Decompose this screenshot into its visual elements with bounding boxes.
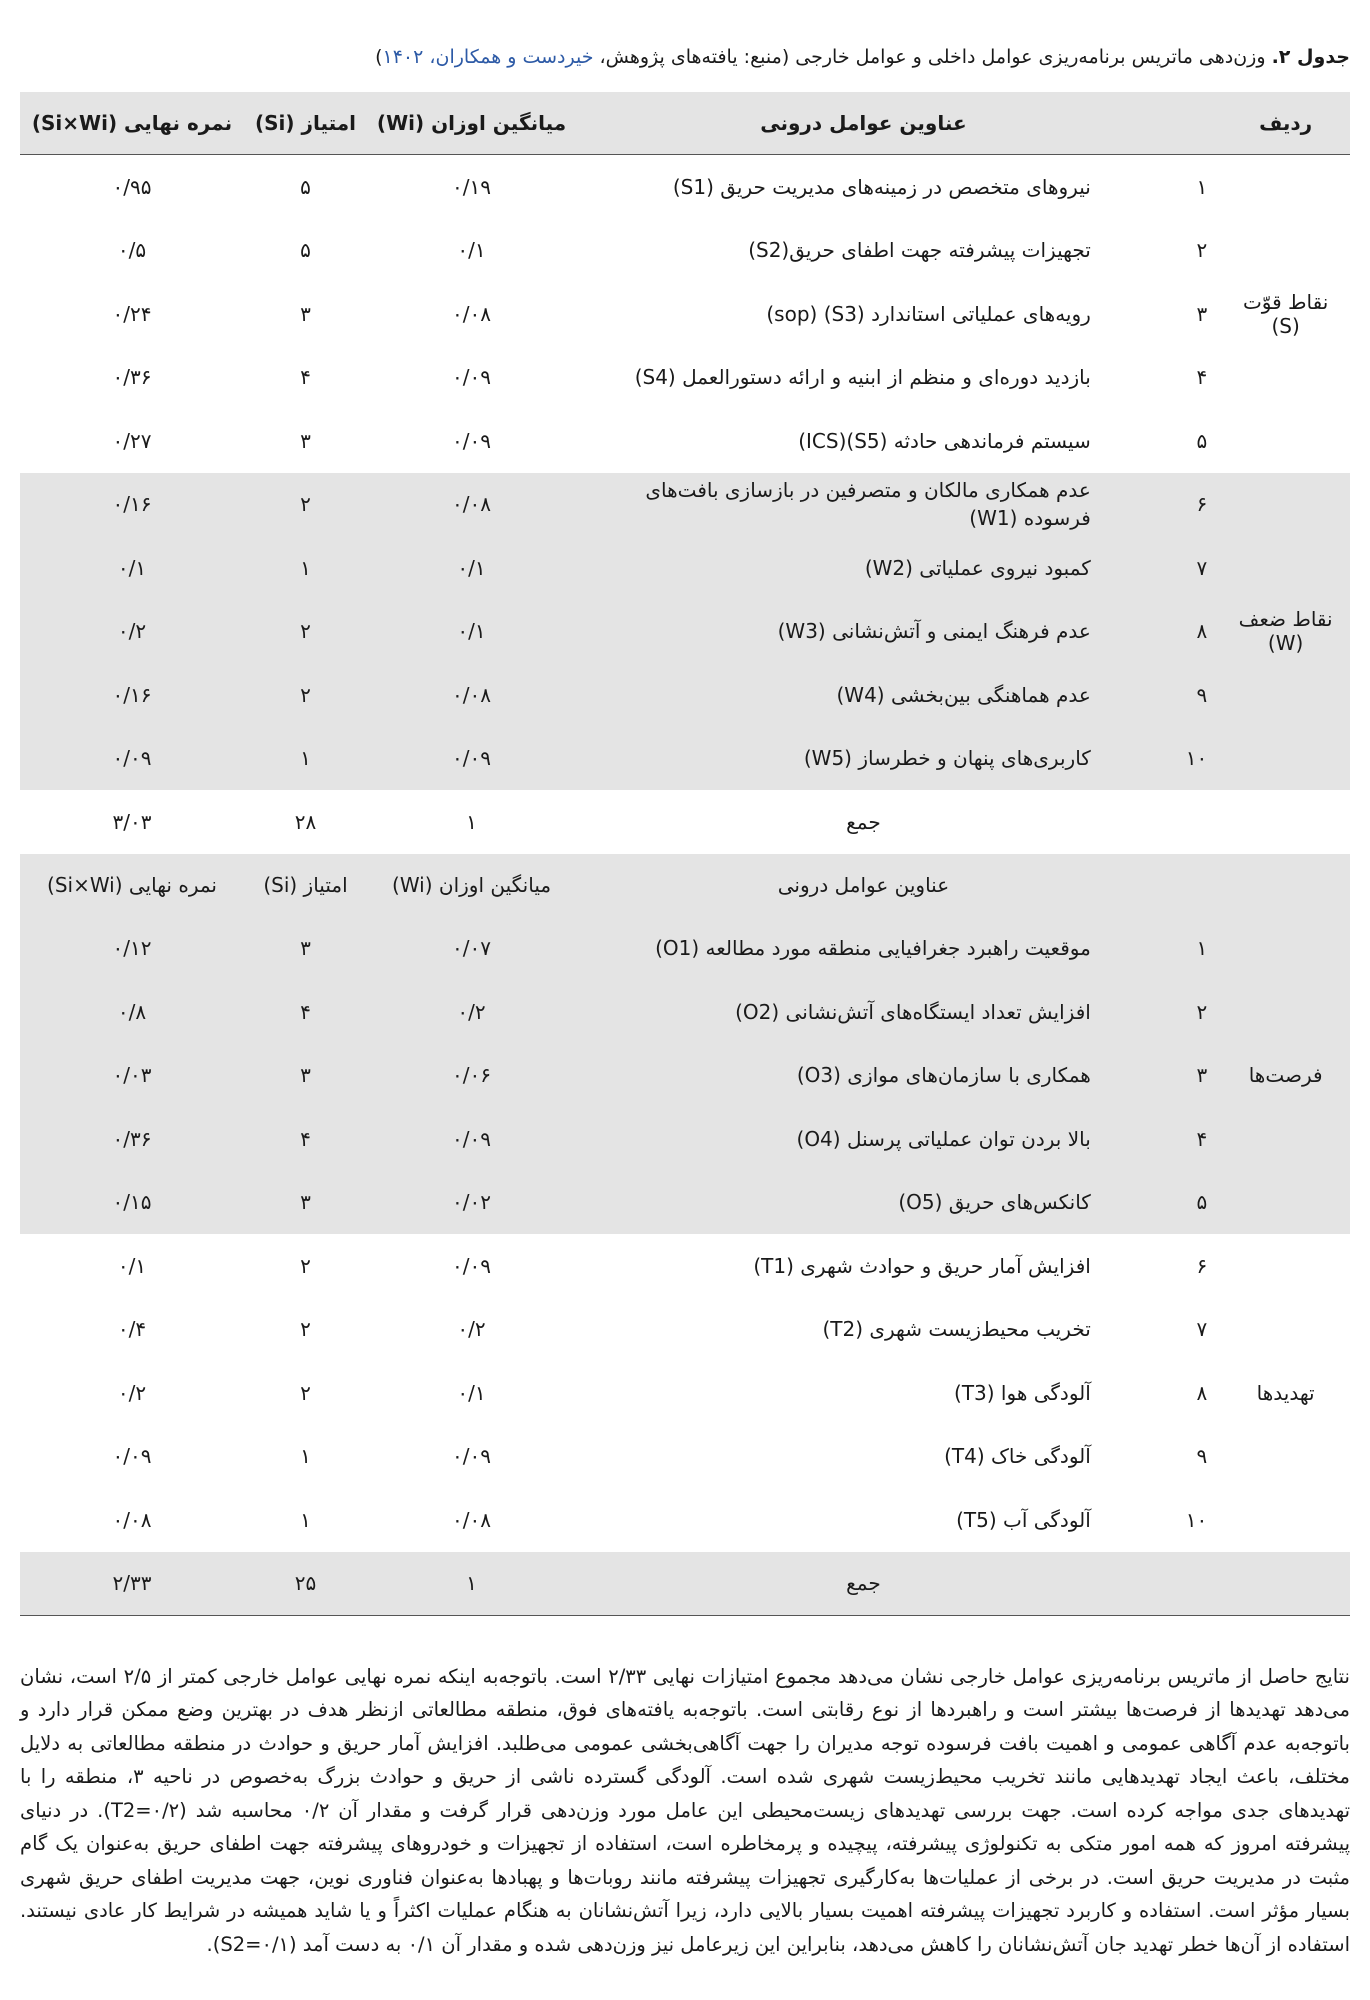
table-row xyxy=(20,1298,1350,1362)
row-score: ۵ xyxy=(300,238,311,263)
row-weight: ۰/۰۹ xyxy=(367,1107,576,1171)
header-final: نمره نهایی (Si×Wi) xyxy=(20,854,244,917)
category-threats: تهدیدها xyxy=(1256,1380,1315,1405)
body-paragraph: نتایج حاصل از ماتریس برنامه‌ریزی عوامل خارجی نشان می‌دهد مجموع امتیازات نهایی ۲/۳۳ است. باتوجه‌به اینکه نمره نهایی عوامل خارجی کمتر از ۲/۵ است، نشان می‌دهد تهدیدها از فرصت‌ها بیشتر است و راهبردها از نوع رقابتی است. باتوجه‌به یافته‌های فوق، منطقه مطالعاتی ازنظر هدف در بهترین وضع ممکن قرار دارد و باتوجه‌به عدم آگاهی عمومی و اهمیت بافت فرسوده توجه مدیران را جهت آگاهی‌بخشی عمومی می‌طلبد. افزایش آمار حریق و حوادث در منطقه مطالعاتی به دلایل مختلف، باعث ایجاد تهدیدهایی مانند تخریب محیط‌زیست شهری شده است. آلودگی گسترده ناشی از حریق و حوادث بزرگ به‌خصوص در ناحیه ۳، منطقه را با تهدیدهای جدی مواجه کرده است. جهت بررسی تهدیدهای زیست‌محیطی این عامل مورد وزن‌دهی قرار گرفت و مقدار آن ۰/۲ محاسبه شد (T2=۰/۲). در دنیای پیشرفته امروز که همه امور متکی به تکنولوژی پیشرفته، پیچیده و پرمخاطره است، استفاده از تجهیزات و خودروهای پیشرفته جهت اطفای حریق به‌عنوان یک گام مثبت در مدیریت حریق است. در برخی از عملیات‌ها به‌کارگیری تجهیزات پیشرفته مانند روبات‌ها و پهبادها به‌عنوان فناوری نوین، جهت مدیریت اطفای حریق شهری بسیار مؤثر است. استفاده و کاربرد تجهیزات پیشرفته اهمیت بسیار بالایی دارد، زیرا آتش‌نشانان به هنگام عملیات اکثراً و یا شاید همیشه در شرایط کار عادی نیستند. استفاده از آن‌ها خطر تهدید جان آتش‌نشانان را کاهش می‌دهد، بنابراین این زیرعامل نیز وزن‌دهی شده و مقدار آن ۰/۱ به دست آمد (S2=۰/۱). xyxy=(20,1664,1351,1956)
row-number: ۷ xyxy=(1151,536,1221,600)
table-row xyxy=(20,727,1350,791)
row-title: بازدید دوره‌ای و منظم از ابنیه و ارائه دستورالعمل (S4) xyxy=(634,365,1091,390)
table-caption xyxy=(20,42,1350,72)
internal-total-row xyxy=(20,790,1350,854)
table-row xyxy=(20,1425,1350,1489)
row-weight: ۰/۰۸ xyxy=(367,663,576,727)
row-final: ۰/۱۲ xyxy=(20,917,244,981)
row-weight: ۰/۱ xyxy=(367,536,576,600)
row-score: ۲ xyxy=(244,663,367,727)
table-row xyxy=(20,346,1350,410)
table-row xyxy=(20,282,1350,346)
row-weight: ۰/۲ xyxy=(367,980,576,1044)
row-number: ۸ xyxy=(1196,1380,1208,1405)
row-title: موقعیت راهبرد جغرافیایی منطقه مورد مطالعه (O1) xyxy=(576,917,1151,981)
row-score: ۲ xyxy=(300,1317,311,1342)
table-row xyxy=(20,473,1350,537)
row-final: ۰/۱۶ xyxy=(20,663,244,727)
row-weight: ۰/۰۹ xyxy=(367,727,576,791)
row-number: ۱۰ xyxy=(1151,727,1221,791)
header-spacer xyxy=(1151,92,1221,155)
total-label: جمع xyxy=(576,1552,1151,1616)
total-score: ۲۸ xyxy=(294,809,317,834)
row-weight: ۰/۰۹ xyxy=(452,365,492,390)
row-title: کانکس‌های حریق (O5) xyxy=(576,1171,1151,1235)
row-number: ۵ xyxy=(1196,428,1208,453)
row-final: ۰/۳۶ xyxy=(20,1107,244,1171)
row-score: ۴ xyxy=(244,1107,367,1171)
row-title: آلودگی هوا (T3) xyxy=(954,1380,1091,1405)
row-title: افزایش تعداد ایستگاه‌های آتش‌نشانی (O2) xyxy=(576,980,1151,1044)
row-score: ۱ xyxy=(300,1444,311,1469)
total-score: ۲۵ xyxy=(244,1552,367,1616)
header-title: عناوین عوامل درونی xyxy=(576,854,1151,917)
row-weight: ۰/۰۹ xyxy=(452,1444,492,1469)
row-title: عدم همکاری مالکان و متصرفین در بازسازی بافت‌های فرسوده (W1) xyxy=(576,473,1151,537)
row-title: نیروهای متخصص در زمینه‌های مدیریت حریق (S1) xyxy=(672,174,1091,199)
table-row xyxy=(20,663,1350,727)
row-title: رویه‌های عملیاتی استاندارد (S3) (sop) xyxy=(766,301,1091,326)
row-weight: ۰/۰۷ xyxy=(367,917,576,981)
table-header-row xyxy=(20,92,1350,155)
row-score: ۲ xyxy=(300,1380,311,1405)
total-label: جمع xyxy=(846,809,881,834)
row-number: ۹ xyxy=(1151,663,1221,727)
table-row xyxy=(20,1171,1350,1235)
row-number: ۴ xyxy=(1196,365,1208,390)
caption-text: وزن‌دهی ماتریس برنامه‌ریزی عوامل داخلی و عوامل خارجی (منبع: یافته‌های پژوهش، xyxy=(593,46,1272,68)
row-weight: ۰/۰۹ xyxy=(452,428,492,453)
row-weight: ۰/۰۹ xyxy=(452,1253,492,1278)
row-weight: ۰/۱۹ xyxy=(452,174,492,199)
row-title: همکاری با سازمان‌های موازی (O3) xyxy=(576,1044,1151,1108)
table-row xyxy=(20,1044,1350,1108)
row-score: ۳ xyxy=(244,917,367,981)
row-final: ۰/۲۴ xyxy=(112,301,152,326)
row-score: ۲ xyxy=(244,473,367,537)
row-score: ۴ xyxy=(300,365,311,390)
category-strengths: نقاط قوّت (S) xyxy=(1242,289,1329,338)
row-weight: ۰/۱ xyxy=(457,238,486,263)
row-score: ۳ xyxy=(300,428,311,453)
row-final: ۰/۲۷ xyxy=(112,428,152,453)
category-weaknesses: نقاط ضعف (W) xyxy=(1221,473,1350,791)
caption-label: جدول ۲. xyxy=(1271,46,1350,68)
row-title: کمبود نیروی عملیاتی (W2) xyxy=(576,536,1151,600)
row-final: ۰/۲ xyxy=(117,1380,147,1405)
row-number: ۷ xyxy=(1196,1317,1208,1342)
row-score: ۲ xyxy=(300,1253,311,1278)
header-weight: میانگین اوزان (Wi) xyxy=(367,92,576,155)
table-row xyxy=(20,409,1350,473)
row-score: ۲ xyxy=(244,600,367,664)
external-header-row xyxy=(20,854,1350,917)
row-title: افزایش آمار حریق و حوادث شهری (T1) xyxy=(753,1253,1091,1278)
row-final: ۰/۰۸ xyxy=(112,1507,152,1532)
row-final: ۰/۰۹ xyxy=(20,727,244,791)
row-number: ۳ xyxy=(1196,301,1208,326)
header-score: امتیاز (Si) xyxy=(244,92,367,155)
row-number: ۴ xyxy=(1151,1107,1221,1171)
header-final: نمره نهایی (Si×Wi) xyxy=(20,92,244,155)
swot-weight-table xyxy=(20,92,1350,1616)
row-score: ۴ xyxy=(244,980,367,1044)
row-final: ۰/۹۵ xyxy=(112,174,152,199)
row-final: ۰/۰۳ xyxy=(20,1044,244,1108)
row-score: ۱ xyxy=(244,727,367,791)
total-final: ۲/۳۳ xyxy=(20,1552,244,1616)
row-score: ۳ xyxy=(244,1171,367,1235)
table-row xyxy=(20,155,1350,219)
row-number: ۹ xyxy=(1196,1444,1208,1469)
row-score: ۱ xyxy=(300,1507,311,1532)
row-number: ۶ xyxy=(1196,1253,1208,1278)
row-weight: ۰/۰۸ xyxy=(367,473,576,537)
row-weight: ۰/۰۸ xyxy=(452,301,492,326)
table-row xyxy=(20,600,1350,664)
row-number: ۸ xyxy=(1151,600,1221,664)
row-weight: ۰/۰۶ xyxy=(367,1044,576,1108)
row-score: ۵ xyxy=(300,174,311,199)
caption-source-link[interactable]: خیردست و همکاران، ۱۴۰۲ xyxy=(382,46,594,68)
table-row xyxy=(20,1234,1350,1298)
table-row xyxy=(20,1107,1350,1171)
row-title: سیستم فرماندهی حادثه (S5)(ICS) xyxy=(798,428,1091,453)
header-row-no: ردیف xyxy=(1221,92,1350,155)
row-weight: ۰/۰۸ xyxy=(452,1507,492,1532)
row-score: ۱ xyxy=(244,536,367,600)
row-title: آلودگی آب (T5) xyxy=(956,1507,1091,1532)
row-final: ۰/۱۵ xyxy=(20,1171,244,1235)
row-final: ۰/۱ xyxy=(20,536,244,600)
row-number: ۱ xyxy=(1151,917,1221,981)
row-number: ۱ xyxy=(1196,174,1208,199)
row-title: عدم هماهنگی بین‌بخشی (W4) xyxy=(576,663,1151,727)
row-number: ۲ xyxy=(1151,980,1221,1044)
row-title: کاربری‌های پنهان و خطرساز (W5) xyxy=(576,727,1151,791)
row-final: ۰/۳۶ xyxy=(112,365,152,390)
total-final: ۳/۰۳ xyxy=(112,809,152,834)
table-row xyxy=(20,917,1350,981)
row-number: ۳ xyxy=(1151,1044,1221,1108)
row-weight: ۰/۱ xyxy=(457,1380,486,1405)
table-row xyxy=(20,219,1350,283)
row-final: ۰/۵ xyxy=(117,238,147,263)
row-number: ۶ xyxy=(1151,473,1221,537)
total-weight: ۱ xyxy=(466,809,477,834)
caption-close: ) xyxy=(375,46,383,68)
row-final: ۰/۱۶ xyxy=(20,473,244,537)
table-row xyxy=(20,536,1350,600)
table-row xyxy=(20,1488,1350,1552)
row-final: ۰/۲ xyxy=(20,600,244,664)
table-row xyxy=(20,1361,1350,1425)
row-title: تجهیزات پیشرفته جهت اطفای حریق(S2) xyxy=(748,238,1091,263)
row-final: ۰/۰۹ xyxy=(112,1444,152,1469)
row-number: ۱۰ xyxy=(1185,1507,1208,1532)
row-score: ۳ xyxy=(244,1044,367,1108)
category-opportunities: فرصت‌ها xyxy=(1221,917,1350,1235)
row-final: ۰/۴ xyxy=(117,1317,147,1342)
header-title: عناوین عوامل درونی xyxy=(576,92,1151,155)
row-score: ۳ xyxy=(300,301,311,326)
row-title: تخریب محیط‌زیست شهری (T2) xyxy=(822,1317,1091,1342)
row-weight: ۰/۲ xyxy=(457,1317,486,1342)
row-number: ۲ xyxy=(1196,238,1208,263)
external-total-row xyxy=(20,1552,1350,1616)
header-score: امتیاز (Si) xyxy=(244,854,367,917)
row-title: آلودگی خاک (T4) xyxy=(944,1444,1091,1469)
row-weight: ۰/۱ xyxy=(367,600,576,664)
table-row xyxy=(20,980,1350,1044)
total-weight: ۱ xyxy=(367,1552,576,1616)
row-number: ۵ xyxy=(1151,1171,1221,1235)
header-weight: میانگین اوزان (Wi) xyxy=(367,854,576,917)
row-final: ۰/۱ xyxy=(117,1253,147,1278)
row-title: بالا بردن توان عملیاتی پرسنل (O4) xyxy=(576,1107,1151,1171)
row-weight: ۰/۰۲ xyxy=(367,1171,576,1235)
row-title: عدم فرهنگ ایمنی و آتش‌نشانی (W3) xyxy=(576,600,1151,664)
row-final: ۰/۸ xyxy=(20,980,244,1044)
